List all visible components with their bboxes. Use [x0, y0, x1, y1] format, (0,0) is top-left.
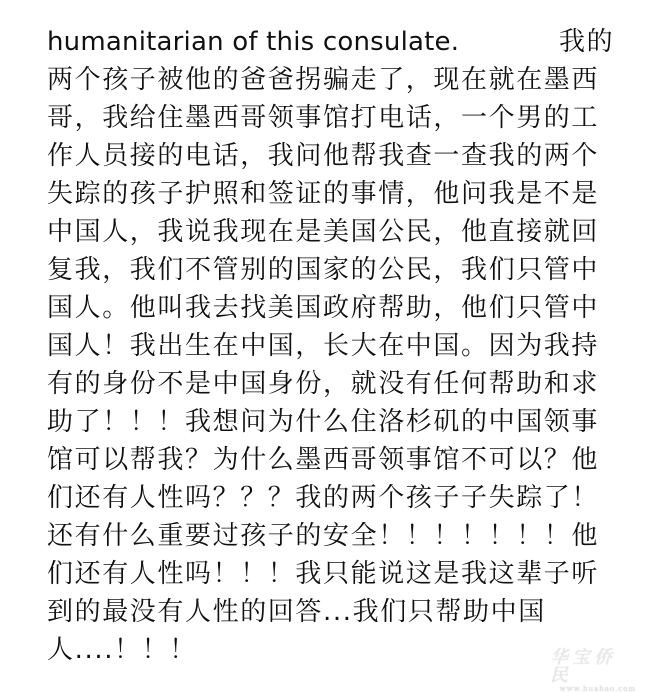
text-line-3: 哥，我给住墨西哥领事馆打电话，一个男的工: [47, 103, 600, 133]
watermark-sub-text: www.huabao.com: [559, 684, 636, 692]
text-line-17: 人....！！！: [47, 635, 197, 665]
text-line-4: 作人员接的电话，我问他帮我查一查我的两个: [47, 141, 600, 171]
text-line-13: 们还有人性吗？？？我的两个孩子子失踪了！: [47, 483, 600, 513]
watermark-main-text: 华宝侨民: [550, 646, 616, 686]
text-line-10: 有的身份不是中国身份，就没有任何帮助和求: [47, 369, 600, 399]
text-line-12: 馆可以帮我？为什么墨西哥领事馆不可以？他: [47, 445, 600, 475]
text-line-5: 失踪的孩子护照和签证的事情，他问我是不是: [47, 179, 600, 209]
site-watermark: [550, 646, 636, 692]
text-line-1-right: 我的: [559, 27, 615, 57]
text-line-1: [47, 26, 615, 58]
text-line-11: 助了！！！我想问为什么住洛杉矶的中国领事: [47, 407, 600, 437]
text-line-9: 国人！我出生在中国，长大在中国。因为我持: [47, 331, 600, 361]
text-line-14: 还有什么重要过孩子的安全！！！！！！！他: [47, 521, 600, 551]
text-line-7: 复我，我们不管别的国家的公民，我们只管中: [47, 255, 600, 285]
text-line-2: 两个孩子被他的爸爸拐骗走了，现在就在墨西: [47, 65, 600, 95]
text-line-6: 中国人，我说我现在是美国公民，他直接就回: [47, 217, 600, 247]
text-line-16: 到的最没有人性的回答...我们只帮助中国: [47, 597, 546, 627]
text-line-15: 们还有人性吗！！！我只能说这是我这辈子听: [47, 559, 600, 589]
text-line-8: 国人。他叫我去找美国政府帮助，他们只管中: [47, 293, 600, 323]
text-line-1-left: humanitarian of this consulate.: [47, 27, 460, 57]
